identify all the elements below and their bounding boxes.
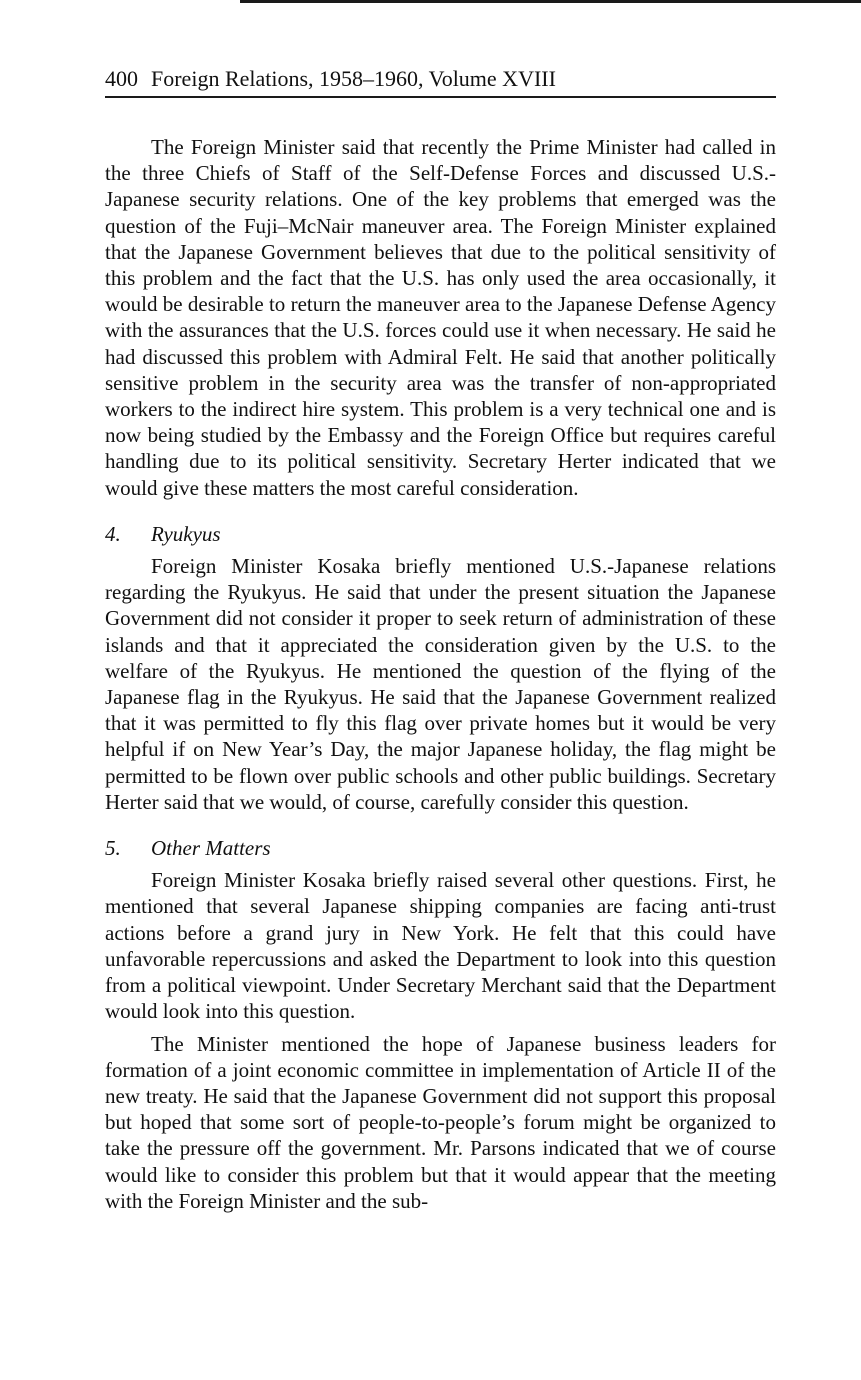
- section-heading-other-matters: [105, 835, 776, 861]
- page-number: 400: [105, 66, 138, 91]
- intro-paragraph: The Foreign Minister said that recently the Prime Minister had called in the three Chiefs of Staff of the Self-Defense Forces and discussed U.S.-Japanese security relations. One of the key problems that emerged was the question of the Fuji–McNair maneuver area. The Foreign Minister explained that the Japanese Government believes that due to the political sensitivity of this problem and the fact that the U.S. has only used the area occasionally, it would be desirable to return the maneuver area to the Japanese Defense Agency with the assurances that the U.S. forces could use it when necessary. He said he had discussed this problem with Admiral Felt. He said that another politically sensitive problem in the security area was the transfer of non-appropriated workers to the indirect hire system. This problem is a very technical one and is now being studied by the Embassy and the Foreign Office but requires careful handling due to its political sensitivity. Secretary Herter indicated that we would give these matters the most careful consideration.: [105, 135, 776, 500]
- section-heading-ryukyus: [105, 521, 776, 547]
- document-page: [105, 62, 776, 1214]
- section-number: 4.: [105, 521, 121, 546]
- other-matters-paragraph-1: Foreign Minister Kosaka briefly raised several other questions. First, he mentioned that several Japanese shipping companies are facing anti-trust actions before a grand jury in New York. He felt that this could have unfavorable repercussions and asked the Department to look into this question from a political viewpoint. Under Secretary Merchant said that the Department would look into this question.: [105, 868, 776, 1024]
- other-matters-paragraph-2: The Minister mentioned the hope of Japanese business leaders for formation of a joint economic committee in implementation of Article II of the new treaty. He said that the Japanese Government did not support this proposal but hoped that some sort of people-to-people’s forum might be organized to take the pressure off the government. Mr. Parsons indicated that we of course would like to consider this problem but that it would appear that the meeting with the Foreign Minister and the sub-: [105, 1031, 776, 1213]
- ryukyus-paragraph: Foreign Minister Kosaka briefly mentioned U.S.-Japanese relations regarding the Ryukyus. He said that under the present situation the Japanese Government did not consider it proper to seek return of administration of these islands and that it appreciated the consideration given by the U.S. to the welfare of the Ryukyus. He mentioned the question of the flying of the Japanese flag in the Ryukyus. He said that the Japanese Government realized that it was permitted to fly this flag over private homes but it would be very helpful if on New Year’s Day, the major Japanese holiday, the flag might be permitted to be flown over public schools and other public buildings. Secretary Herter said that we would, of course, carefully consider this question.: [105, 554, 776, 814]
- section-title: Ryukyus: [151, 521, 221, 546]
- section-title: Other Matters: [151, 836, 271, 861]
- top-edge-rule: [240, 0, 861, 3]
- running-title: Foreign Relations, 1958–1960, Volume XVIII: [151, 66, 556, 91]
- running-header: [105, 62, 776, 98]
- section-number: 5.: [105, 836, 121, 861]
- body-text: [105, 134, 776, 1214]
